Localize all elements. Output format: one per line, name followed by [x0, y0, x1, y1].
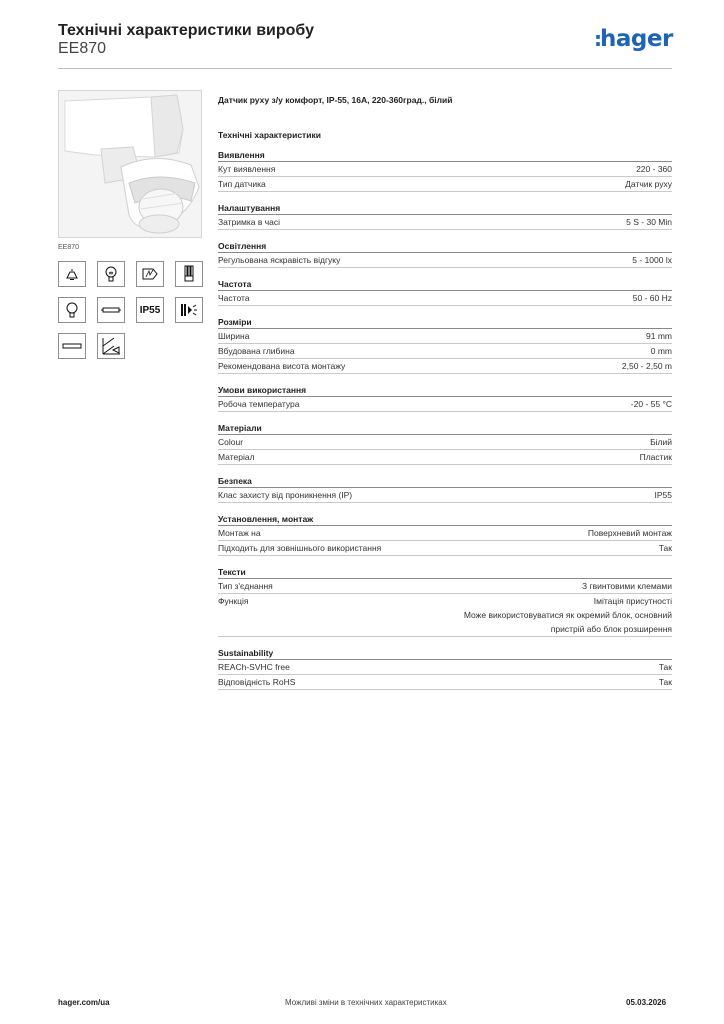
spec-label: Ширина — [218, 331, 250, 341]
footer-note: Можливі зміни в технічних характеристиках — [285, 998, 447, 1007]
spec-label: Монтаж на — [218, 528, 261, 538]
spec-row — [218, 344, 672, 359]
spec-row — [218, 488, 672, 503]
spec-row — [218, 435, 672, 450]
product-image — [58, 90, 202, 238]
spec-value: 2,50 - 2,50 m — [621, 361, 672, 371]
spec-label: Рекомендована висота монтажу — [218, 361, 346, 371]
led-lamp-icon — [175, 297, 203, 323]
spec-label: Матеріал — [218, 452, 255, 462]
image-caption: EE870 — [58, 244, 80, 251]
product-description: Датчик руху з/у комфорт, IP-55, 16A, 220-360град., білий — [218, 95, 453, 105]
spec-group-safety — [218, 474, 672, 503]
spec-group-title: Виявлення — [218, 148, 672, 162]
spec-value: Пластик — [639, 452, 672, 462]
bulb-icon — [58, 297, 86, 323]
spec-value: -20 - 55 °C — [630, 399, 672, 409]
spec-group-title: Освітлення — [218, 239, 672, 253]
spec-group-title: Sustainability — [218, 646, 672, 660]
footer-website-link[interactable]: hager.com/ua — [58, 998, 110, 1007]
ip55-label: IP55 — [139, 304, 161, 316]
wall-mount-icon — [97, 333, 125, 359]
spec-label: Клас захисту від проникнення (IP) — [218, 490, 353, 500]
spec-value: 0 mm — [650, 346, 672, 356]
spec-group-title: Тексти — [218, 565, 672, 579]
spec-label: Тип з'єднання — [218, 581, 273, 591]
spec-group-texts — [218, 565, 672, 637]
spec-row — [218, 450, 672, 465]
spec-value: 50 - 60 Hz — [632, 293, 672, 303]
spec-value — [464, 594, 672, 636]
spec-label: Робоча температура — [218, 399, 300, 409]
spec-label: Затримка в часі — [218, 217, 281, 227]
spec-label: Регульована яскравість відгуку — [218, 255, 341, 265]
spec-label: Тип датчика — [218, 179, 266, 189]
spec-value: Так — [658, 677, 672, 687]
ceiling-lamp-icon — [58, 261, 86, 287]
spec-label: Частота — [218, 293, 250, 303]
spec-label: Вбудована глибина — [218, 346, 295, 356]
spec-row — [218, 579, 672, 594]
spec-value: 5 S - 30 Min — [626, 217, 672, 227]
spec-row — [218, 541, 672, 556]
spec-group-sustainability — [218, 646, 672, 690]
spec-label: Функція — [218, 596, 249, 606]
spec-label: Підходить для зовнішнього використання — [218, 543, 382, 553]
spec-value-line: Може використовуватися як окремий блок, основний — [463, 610, 672, 620]
incandescent-lamp-icon — [97, 261, 125, 287]
spec-group-frequency — [218, 277, 672, 306]
spec-label: Відповідність RoHS — [218, 677, 296, 687]
ip55-icon — [136, 297, 164, 323]
spec-value: Поверхневий монтаж — [587, 528, 672, 538]
spec-label: REACh-SVHC free — [218, 662, 290, 672]
spec-group-lighting — [218, 239, 672, 268]
spec-value-line: Імітація присутності — [593, 596, 672, 606]
spec-value: З гвинтовими клемами — [582, 581, 672, 591]
logo-text: hager — [600, 26, 673, 52]
spec-label: Colour — [218, 437, 244, 447]
spec-row — [218, 177, 672, 192]
spec-group-title: Розміри — [218, 315, 672, 329]
spec-group-title: Матеріали — [218, 421, 672, 435]
spec-group-materials — [218, 421, 672, 465]
spec-row — [218, 594, 672, 637]
spec-group-installation — [218, 512, 672, 556]
specs-heading: Технічні характеристики — [218, 130, 321, 140]
spec-group-title: Умови використання — [218, 383, 672, 397]
spec-row — [218, 526, 672, 541]
spec-group-title: Частота — [218, 277, 672, 291]
specs-table — [218, 148, 672, 699]
spec-value-line: пристрій або блок розширення — [550, 624, 672, 634]
spec-group-title: Налаштування — [218, 201, 672, 215]
spec-value: Датчик руху — [625, 179, 672, 189]
spec-row — [218, 291, 672, 306]
spec-value: IP55 — [654, 490, 672, 500]
page-title: Технічні характеристики виробу — [58, 22, 314, 39]
logo-dots-icon: : — [594, 27, 599, 51]
energy-saving-lamp-icon — [175, 261, 203, 287]
spec-group-title: Установлення, монтаж — [218, 512, 672, 526]
spec-value: Так — [658, 543, 672, 553]
spec-row — [218, 329, 672, 344]
spec-row — [218, 359, 672, 374]
spec-group-dimensions — [218, 315, 672, 374]
footer-date: 05.03.2026 — [626, 998, 667, 1007]
spec-value: 91 mm — [646, 331, 672, 341]
spec-row — [218, 660, 672, 675]
product-code: EE870 — [58, 40, 107, 57]
spec-group-detection — [218, 148, 672, 192]
spec-row — [218, 215, 672, 230]
spec-label: Кут виявлення — [218, 164, 276, 174]
fluorescent-tube-2-icon — [58, 333, 86, 359]
spec-value: Білий — [650, 437, 672, 447]
spec-value: Так — [658, 662, 672, 672]
spec-group-conditions — [218, 383, 672, 412]
spec-row — [218, 397, 672, 412]
spec-group-settings — [218, 201, 672, 230]
spec-row — [218, 162, 672, 177]
halogen-lamp-icon — [136, 261, 164, 287]
spec-group-title: Безпека — [218, 474, 672, 488]
spec-value: 220 - 360 — [636, 164, 672, 174]
spec-row — [218, 675, 672, 690]
header-divider — [58, 68, 672, 69]
hager-logo — [594, 26, 673, 52]
fluorescent-tube-icon — [97, 297, 125, 323]
spec-value: 5 - 1000 lx — [632, 255, 672, 265]
spec-row — [218, 253, 672, 268]
